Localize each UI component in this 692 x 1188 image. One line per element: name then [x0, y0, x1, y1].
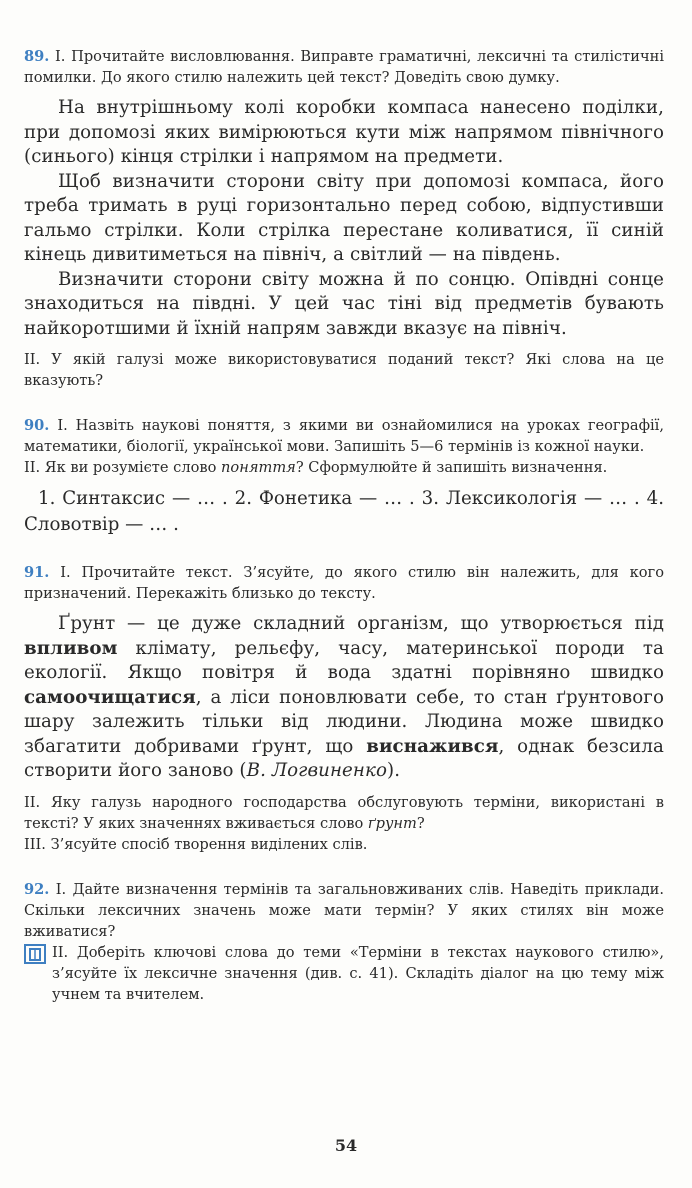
exercise-91-task-2	[24, 792, 664, 834]
text-fragment: Ґрунт — це дуже складний організм, що утворюється під	[58, 613, 664, 634]
exercise-91	[24, 562, 664, 855]
task-text: ? Сформулюйте й запишіть визначення.	[295, 459, 608, 476]
exercise-91-task-1	[24, 562, 664, 604]
highlighted-word: самоочищатися	[24, 686, 196, 708]
text-fragment: ).	[387, 760, 401, 781]
author-name: В. Логвиненко	[246, 760, 387, 781]
italic-term: поняття	[221, 459, 296, 476]
italic-term: ґрунт	[367, 814, 417, 832]
page-number: 54	[334, 1136, 358, 1155]
exercise-89	[24, 46, 664, 391]
task-text: І. Прочитайте висловлювання. Виправте граматичні, лексичні та стилістичні помилки. До якого стилю належить цей текст? Доведіть свою думку.	[24, 48, 665, 86]
task-text: І. Назвіть наукові поняття, з якими ви ознайомилися на уроках географії, математики, біології, української мови. Запишіть 5—6 термінів із кожної науки.	[24, 417, 664, 455]
exercise-number: 90.	[24, 417, 50, 434]
exercise-92-task-2: ІІ. Доберіть ключові слова до теми «Терміни в текстах наукового стилю», з’ясуйте їх лексичне значення (див. с. 41). Складіть діалог на цю тему між учнем та вчителем.	[52, 943, 664, 1003]
text-fragment: , однак безсила створити його заново (	[24, 735, 664, 781]
exercise-number: 92.	[24, 880, 50, 898]
task-text: ІІ. Як ви розумієте слово	[24, 459, 222, 476]
exercise-91-task-3: ІІІ. З’ясуйте спосіб творення виділених слів.	[24, 835, 368, 853]
exercise-92	[24, 879, 664, 1005]
highlighted-word: впливом	[24, 637, 118, 659]
exercise-89-paragraph-1: На внутрішньому колі коробки компаса нанесено поділки, при допомозі яких вимірюються кути між напрямом північного (синього) кінця стрілки і напрямом на предмети.	[24, 97, 664, 167]
exercise-number: 91.	[24, 564, 50, 581]
text-fragment: , а ліси поновлювати себе, то стан ґрунтового шару залежить тільки від людини. Людина може швидко збагатити добривами ґрунт, що	[24, 686, 664, 757]
exercise-89-task-1	[24, 46, 664, 88]
task-text: І. Дайте визначення термінів та загальновживаних слів. Наведіть приклади. Скільки лексичних значень може мати термін? У яких стилях він може вживатися?	[24, 880, 664, 940]
task-text: ?	[416, 814, 425, 832]
task-text: ІІ. Яку галузь народного господарства обслуговують терміни, використані в тексті? У яких значеннях вживається слово	[24, 793, 664, 832]
exercise-92-task-2-row	[24, 942, 664, 1005]
task-text: І. Прочитайте текст. З’ясуйте, до якого стилю він належить, для кого призначений. Перекажіть близько до тексту.	[24, 564, 664, 602]
exercise-90	[24, 415, 664, 538]
exercise-90-term-list: 1. Синтаксис — … . 2. Фонетика — … . 3. Лексикологія — … . 4. Словотвір — … .	[24, 488, 664, 535]
exercise-number: 89.	[24, 48, 50, 65]
highlighted-word: виснажився	[366, 735, 499, 757]
exercise-90-task-1	[24, 415, 664, 457]
exercise-89-paragraph-3: Визначити сторони світу можна й по сонцю. Опівдні сонце знаходиться на півдні. У цей час тіні від предметів бувають найкоротшими й їхній напрям завжди вказує на північ.	[24, 268, 664, 339]
exercise-92-task-1	[24, 879, 664, 942]
text-fragment: клімату, рельєфу, часу, материнської породи та екології. Якщо повітря й вода здатні порівняно швидко	[24, 637, 664, 683]
exercise-89-task-2: ІІ. У якій галузі може використовуватися поданий текст? Які слова на це вказують?	[24, 351, 664, 389]
exercise-90-task-2	[24, 457, 664, 478]
exercise-91-text	[24, 612, 664, 784]
notebook-icon	[24, 943, 46, 965]
exercise-89-paragraph-2: Щоб визначити сторони світу при допомозі компаса, його треба тримать в руці горизонтально перед собою, відпустивши гальмо стрілки. Коли стрілка перестане коливатися, її синій кінець дивитиметься на північ, а світлий — на південь.	[24, 170, 664, 265]
